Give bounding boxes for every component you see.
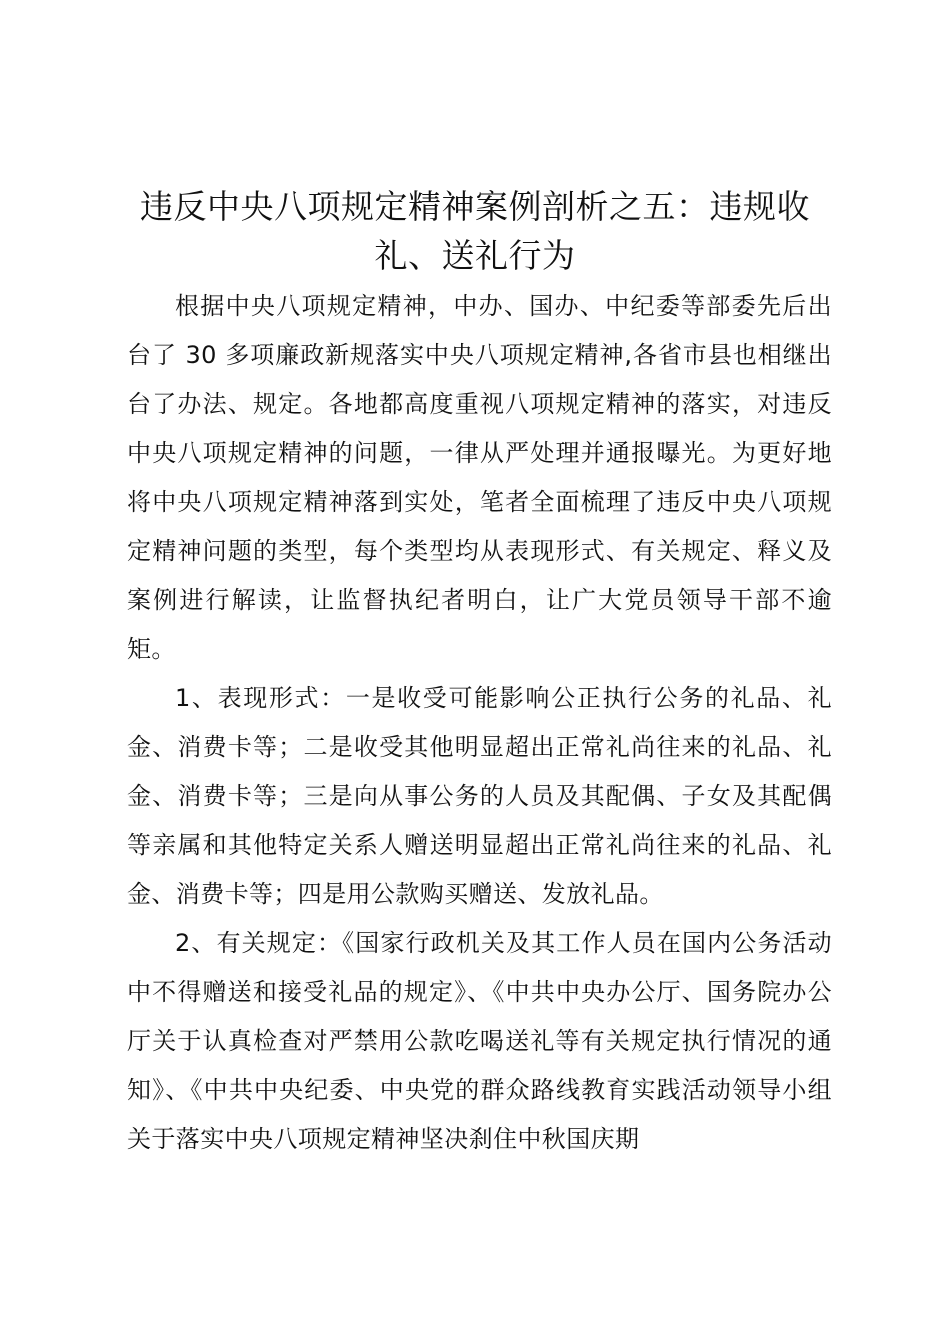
document-title: 违反中央八项规定精神案例剖析之五：违规收礼、送礼行为 [140,187,810,275]
paragraph-intro: 根据中央八项规定精神，中办、国办、中纪委等部委先后出台了 30 多项廉政新规落实中央八项规定精神,各省市县也相继出台了办法、规定。各地都高度重视八项规定精神的落实，对违反中央八项规定精神的问题，一律从严处理并通报曝光。为更好地将中央八项规定精神落到实处，笔者全面梳理了违反中央八项规定精神问题的类型，每个类型均从表现形式、有关规定、释义及案例进行解读，让监督执纪者明白，让广大党员领导干部不逾矩。 [127,292,832,663]
paragraph-regulations: 2、有关规定：《国家行政机关及其工作人员在国内公务活动中不得赠送和接受礼品的规定》、《中共中央办公厅、国务院办公厅关于认真检查对严禁用公款吃喝送礼等有关规定执行情况的通知》、《中共中央纪委、中央党的群众路线教育实践活动领导小组关于落实中央八项规定精神坚决刹住中秋国庆期 [127,929,832,1153]
paragraph-manifestations: 1、表现形式：一是收受可能影响公正执行公务的礼品、礼金、消费卡等；二是收受其他明显超出正常礼尚往来的礼品、礼金、消费卡等；三是向从事公务的人员及其配偶、子女及其配偶等亲属和其他特定关系人赠送明显超出正常礼尚往来的礼品、礼金、消费卡等；四是用公款购买赠送、发放礼品。 [127,684,832,908]
document-body [127,282,832,1164]
